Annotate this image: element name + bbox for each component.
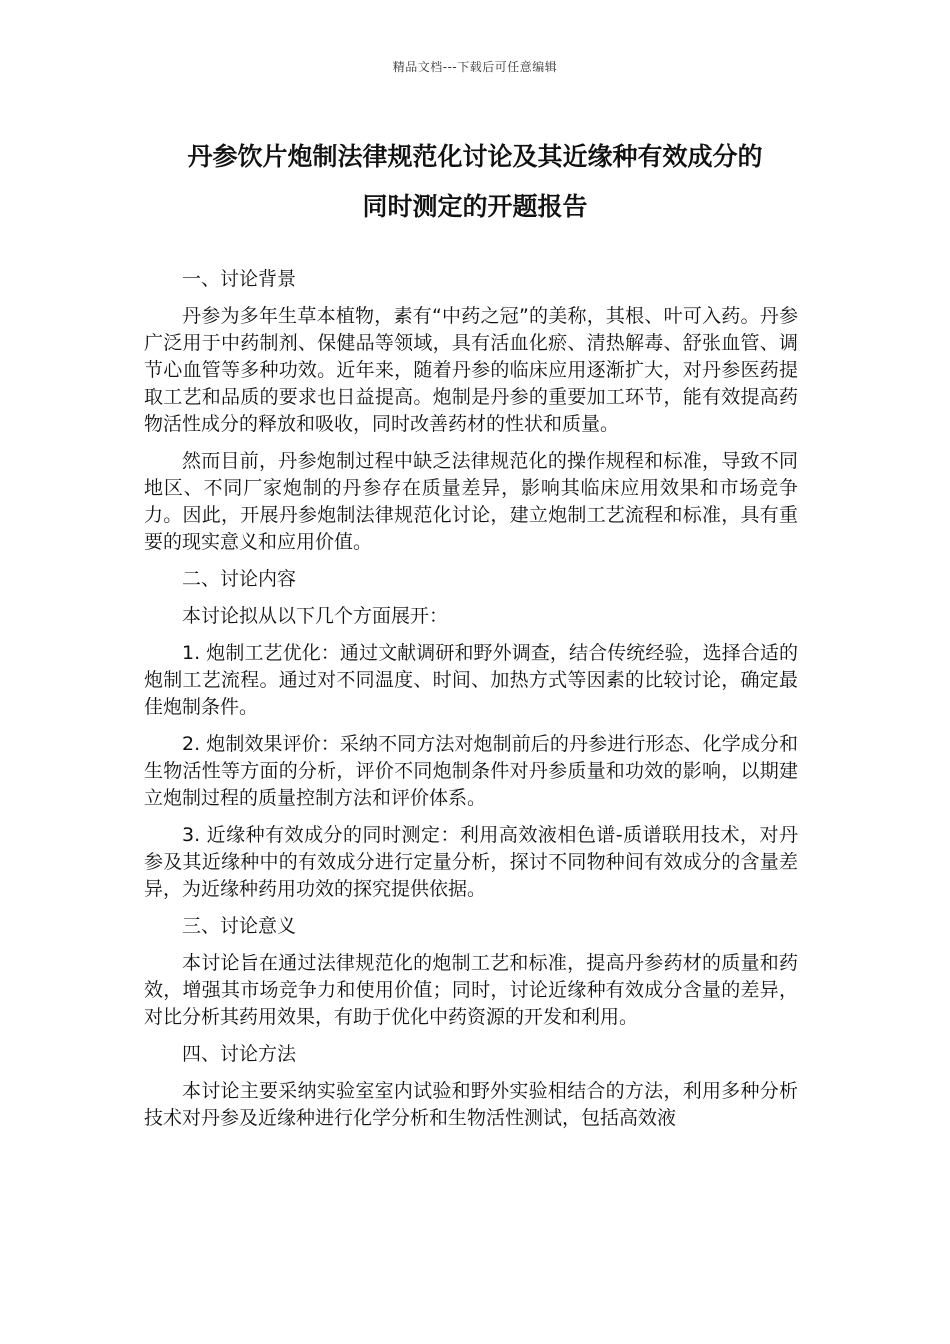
list-item-content-3: 3. 近缘种有效成分的同时测定：利用高效液相色谱-质谱联用技术，对丹参及其近缘种中的有效成分进行定量分析，探讨不同物种间有效成分的含量差异，为近缘种药用功效的探究提供依据。 [144, 824, 798, 900]
paragraph-background-2: 然而目前，丹参炮制过程中缺乏法律规范化的操作规程和标准，导致不同地区、不同厂家炮制的丹参存在质量差异，影响其临床应用效果和市场竞争力。因此，开展丹参炮制法律规范化讨论，建立炮制工艺流程和标准，具有重要的现实意义和应用价值。 [144, 450, 798, 553]
document-title [130, 132, 820, 232]
paragraph-significance: 本讨论旨在通过法律规范化的炮制工艺和标准，提高丹参药材的质量和药效，增强其市场竞争力和使用价值；同时，讨论近缘种有效成分含量的差异，对比分析其药用效果，有助于优化中药资源的开发和利用。 [144, 952, 798, 1028]
title-line-1: 丹参饮片炮制法律规范化讨论及其近缘种有效成分的 [187, 142, 763, 171]
list-item-content-1: 1. 炮制工艺优化：通过文献调研和野外调查，结合传统经验，选择合适的炮制工艺流程。通过对不同温度、时间、加热方式等因素的比较讨论，确定最佳炮制条件。 [144, 642, 798, 718]
section-heading-method: 四、讨论方法 [182, 1043, 297, 1065]
list-item-content-2: 2. 炮制效果评价：采纳不同方法对炮制前后的丹参进行形态、化学成分和生物活性等方面的分析，评价不同炮制条件对丹参质量和功效的影响，以期建立炮制过程的质量控制方法和评价体系。 [144, 733, 798, 809]
section-heading-significance: 三、讨论意义 [182, 915, 297, 937]
section-heading-background: 一、讨论背景 [182, 268, 297, 290]
section-heading-content: 二、讨论内容 [182, 568, 297, 590]
paragraph-method: 本讨论主要采纳实验室室内试验和野外实验相结合的方法，利用多种分析技术对丹参及近缘种进行化学分析和生物活性测试，包括高效液 [144, 1080, 798, 1129]
paragraph-content-intro: 本讨论拟从以下几个方面展开： [182, 605, 449, 627]
document-body [144, 266, 798, 1142]
title-line-2: 同时测定的开题报告 [362, 192, 588, 221]
header-note: 精品文档---下载后可任意编辑 [392, 60, 558, 74]
paragraph-background-1: 丹参为多年生草本植物，素有“中药之冠”的美称，其根、叶可入药。丹参广泛用于中药制剂、保健品等领域，具有活血化瘀、清热解毒、舒张血管、调节心血管等多种功效。近年来，随着丹参的临床应用逐渐扩大，对丹参医药提取工艺和品质的要求也日益提高。炮制是丹参的重要加工环节，能有效提高药物活性成分的释放和吸收，同时改善药材的性状和质量。 [144, 305, 798, 435]
